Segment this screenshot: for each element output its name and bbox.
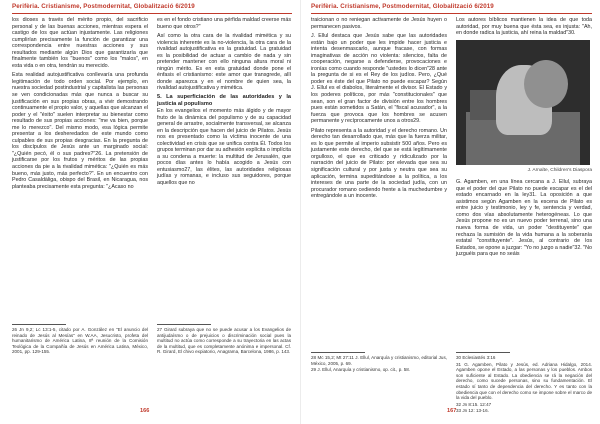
- right-page: [300, 0, 600, 424]
- paragraph: es en el fondo cristiano una pérfida maldad creerse más bueno que otros?": [157, 17, 291, 30]
- page-number: 167: [447, 408, 457, 414]
- paragraph: G. Agamben, en una línea cercana a J. Ellul, subraya que el poder del que Pilato no puede escapar es el del estado encarnado en la ley31. La oposición a que asistimos según Agamben en la escena de Pilato es entre juicio y testimonio, ley y fe, sentencia y verdad, como dos vías absolutamente heterogéneas. Lo que Jesús propone no es un nuevo poder terrenal, sino una nueva forma de vida, un poder "destituyente" que rechaza la sumisión de la vida humana a la soberanía estatal "constituyente". Jesús, al contrario de los Estados, se opone a juzgar: "Yo no juzgo a nadie"32. "No juzguéis para que no seáis: [456, 179, 592, 258]
- footnote: 33 Jn 12: 13-16.: [456, 408, 489, 414]
- header-rule: [12, 13, 292, 14]
- left-column-1: [12, 17, 148, 313]
- paragraph: Pilato representa a la autoridad y el derecho romano. Un derecho tan desarrollado que, más que la fuerza militar, es lo que permite al imperio subsistir 500 años. Pero es justamente este derecho, del que se está legítimamente orgulloso, el que es criticado y ridiculizado por la narración del juicio de Pilato: por elevada que sea su significación cultural y por justa y neutra que sea su aplicación, termina supeditándose a la política, a los intereses de una parte de la sociedad judía, con un procurador romano cediendo frente a la muchedumbre y entregándole a un inocente.: [311, 127, 447, 200]
- footnote-rule: [157, 324, 211, 325]
- paragraph: Esta realidad autojustificativa conllevaría una profunda legitimación de todo orden social. Por ejemplo, en nuestra sociedad postindustrial y capitalista las personas se ven condicionadas más que nunca a buscar su justificación en sus propias obras, a vivir demostrando continuamente el propio valor, y aquellas que alcanzan el poder y el "éxito" suelen interpretar su bienestar como resultado de sus propias acciones: "me va bien, porque me lo merezco". Del mismo modo, esa lógica permite presentar a los desheredados de este mundo como culpables de sus propias desgracias. En la pregunta de los discípulos de Jesús ante un marginado social: "¿Quién pecó, él o sus padres?"26. La pretensión de justificarse por los frutos y méritos de las propias acciones da pie a la rivalidad mimética: "¿Quién es más bueno, más justo, más perfecto?". En un encuentro con Pedro Casaldàliga, obispo del Brasil, en Nicaragua, nos planteaba precisamente esta pregunta: "¿Acaso no: [12, 72, 148, 190]
- paragraph: En los evangelios el momento más álgido y de mayor fruto de la dinámica del populismo y de su capacidad general de arrastre, socialmente transversal, se alcanza en la descripción que hacen del juicio de Pilatos. Jesús nos es presentado como la víctima inocente de una colectividad en crisis que se unifica contra Él. Todos los grupos terminan por dar su adhesión explícita o implícita a su condena a muerte: la multitud de Jerusalén, que pocos días antes lo había acogido a Jesús con entusiasmo27, las élites, las autoridades religiosas judías y romanas, e incluso sus seguidores, porque aquellos que no: [157, 108, 291, 187]
- right-column-2: [456, 17, 592, 347]
- right-column-1: [311, 17, 447, 347]
- photo-caption: J. Arnalte, Children's Diaspora: [527, 167, 592, 173]
- paragraph: los dioses a través del mérito propio, del sacrificio personal y de las buenas acciones, mientras espera el castigo de los que actúan injustamente. Las religiones cumplirían precisamente la función de garantizar una correspondencia entre nuestras acciones y sus resultados mediante algún Dios que garantizaría que finalmente también los "buenos" como los "malos", en esta vida o en otra, tendrán su merecido.: [12, 17, 148, 69]
- paragraph: J. Ellul destaca que Jesús sabe que las autoridades están bajo un poder que les impide hacer justicia e intenta desenmascarlo, aunque fracase, con formas imaginativas de acción no violenta: silencios, falta de cooperación, negarse a defenderse, provocaciones e ironías como cuando responde "ustedes lo dicen"28 ante la pregunta de si es el Rey de los judíos. Pero, ¿Qué poder es éste del que Pilato no puede escapar? Según J. Ellul es el diabolos, literalmente el divisor. El Estado y los poderes políticos, por más "constitucionales" que sean, son el gran factor de división entre los hombres pues están sometidos a Satán, el "fiscal acusador", a la fuerza que provoca que los hombres se acusen permanente y recíprocamente unos a otros29.: [311, 33, 447, 125]
- footnote: 31 G. Agamben, Pilato y Jesús, ed. Adriana Hidalgo, 2014. Agamben opone el Estado, a las personas y los pueblos. Ambos son suficiente al Estado. La obediencia se rá la negación del derecho, como sucede personas, sino su fundamentación. El estado sí tanto de dependencia del derecho. Y es tanto con la obediencia que con el derecho como se impone sobre el marco de la vida del pueblo.: [456, 361, 592, 401]
- footnote: 30 Eclesiastés 3:16: [456, 355, 496, 360]
- footnote: 32 Jn 8:15. 12:47: [456, 401, 492, 407]
- paragraph: traicionan o no reniegan activamente de Jesús huyen o permanecen pasivos.: [311, 17, 447, 30]
- footnote: 27 Girard subraya que no se puede acusar a los Evangelios de antijudaísmo o de prejuicios o discriminación social pues la multitud no actúa como corresponde a su trayectoria en las actas de la multitud, que es completamente anónima e impersonal. Cf. R. Girard, El chivo expiatorio, Anagrama, Barcelona, 1986, p. 143.: [157, 327, 291, 355]
- running-header: Perifèria. Cristianisme, Postmodernitat, Globalització 6/2019: [311, 3, 494, 10]
- header-rule: [311, 13, 592, 14]
- footnote: 28 Mc 15,2; Mt 27:11 J. Ellul, Anarquía y cristianismo, editorial Jus, México, 2005, p. 69.: [311, 355, 447, 366]
- footnote-rule: [456, 352, 510, 353]
- page-number: 166: [140, 408, 150, 414]
- paragraph: Así como la otra cara de la rivalidad mimética y su violencia inherente es la no-violencia, la otra cara de la rivalidad autojustificativa es la gratuidad. La gratuidad es la posibilidad de actuar a cambio de nada y sin pretender mantener con ello ninguna altura moral ni ningún mérito. Es en esta gratuidad donde pone el énfasis el cristianismo: este amor que transgrede, allí donde aparezca y en el nombre de quien sea, la rivalidad autojustificativa y mimética.: [157, 33, 291, 92]
- footnote-rule: [12, 324, 66, 325]
- footnotes-col1: [311, 355, 447, 389]
- footnote-rule: [311, 352, 365, 353]
- footnotes-col2: [456, 355, 592, 414]
- footnote: 26 Jn 9,2; Lc 13:1-5, citado por A. González en "El anuncio del reinado de Jesús al Mesías" en W.AA, Jesucristo, profeta del humanitarismo de América Latina, 8ª reunión de la Comisión Teológica de la Compañía de Jesús en América Latina, México, 2001, pp. 129-155.: [12, 327, 148, 355]
- left-column-2: [157, 17, 291, 313]
- running-header: Perifèria. Cristianisme, Postmodernitat, Globalització 6/2019: [12, 3, 195, 10]
- paragraph: Los autores bíblicos mantienen la idea de que toda autoridad, por muy buena que ésta sea, es injusta: "Ah, en donde radica la justicia, ahí reina la maldad"30.: [456, 17, 592, 37]
- footnotes-col1: [12, 327, 148, 385]
- photograph: [456, 40, 590, 165]
- footnote: 29 J. Ellul, Anarquía y cristianismo, op. cit., p. 58.: [311, 367, 411, 373]
- footnotes-col2: [157, 327, 291, 385]
- section-heading: 5. La superficiación de las autoridades y la justicia al populismo: [157, 94, 291, 107]
